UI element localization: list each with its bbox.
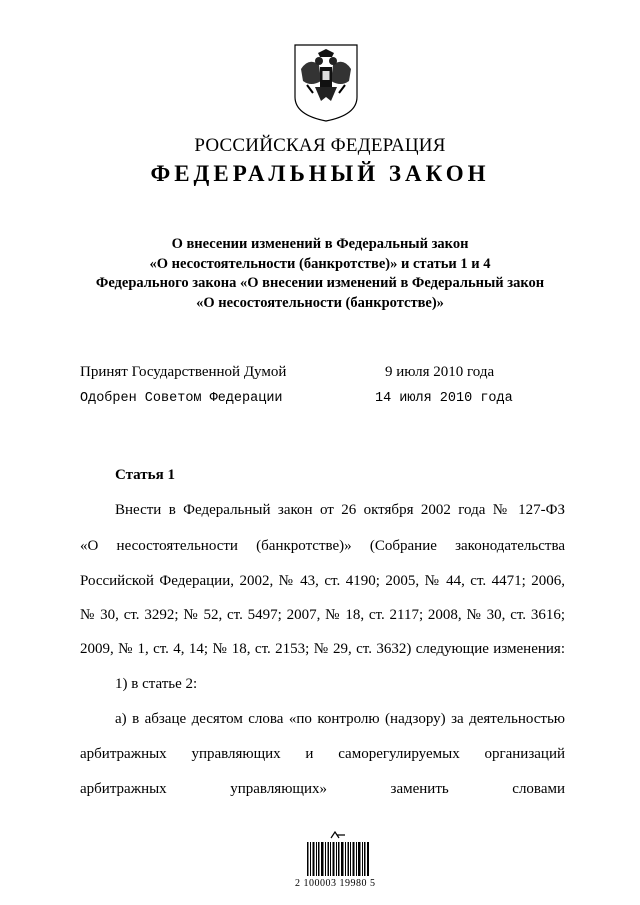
article-text-line: «О несостоятельности (банкротстве)» (Собрание законодательства	[80, 538, 565, 554]
law-title	[60, 235, 580, 313]
duma-adoption-label: Принят Государственной Думой	[80, 364, 287, 380]
article-text-line: арбитражных управляющих и саморегулируемых организаций	[80, 746, 565, 762]
article-text-line: Внести в Федеральный закон от 26 октября 2002 года № 127-ФЗ	[115, 502, 565, 518]
council-approval-label: Одобрен Советом Федерации	[80, 391, 283, 406]
article-text-line: № 30, ст. 3292; № 52, ст. 5497; 2007, № 18, ст. 2117; 2008, № 30, ст. 3616;	[80, 607, 565, 623]
barcode-bars-icon	[307, 842, 369, 876]
barcode-number: 2 100003 19980 5	[295, 878, 376, 889]
coat-of-arms-emblem	[291, 41, 361, 123]
barcode	[295, 830, 375, 892]
law-title-line: Федерального закона «О внесении изменений в Федеральный закон	[95, 275, 545, 291]
registry-stamp-icon	[329, 830, 347, 840]
council-approval-date: 14 июля 2010 года	[375, 391, 513, 406]
article-text-line: 1) в статье 2:	[115, 676, 198, 692]
article-text-line: Российской Федерации, 2002, № 43, ст. 4190; 2005, № 44, ст. 4471; 2006,	[80, 573, 565, 589]
article-heading: Статья 1	[115, 467, 175, 483]
document-type: ФЕДЕРАЛЬНЫЙ ЗАКОН	[150, 161, 490, 186]
country-name: РОССИЙСКАЯ ФЕДЕРАЦИЯ	[194, 135, 446, 156]
law-title-line: «О несостоятельности (банкротстве)»	[196, 294, 444, 311]
duma-adoption-date: 9 июля 2010 года	[385, 364, 495, 380]
article-text-line: арбитражных управляющих» заменить словами	[80, 781, 565, 797]
article-text-line: а) в абзаце десятом слова «по контролю (надзору) за деятельностью	[115, 711, 565, 727]
article-text-line: 2009, № 1, ст. 4, 14; № 18, ст. 2153; № 29, ст. 3632) следующие изменения:	[80, 641, 565, 657]
law-title-line: О внесении изменений в Федеральный закон	[171, 236, 469, 252]
law-title-line: «О несостоятельности (банкротстве)» и статьи 1 и 4	[149, 255, 491, 272]
